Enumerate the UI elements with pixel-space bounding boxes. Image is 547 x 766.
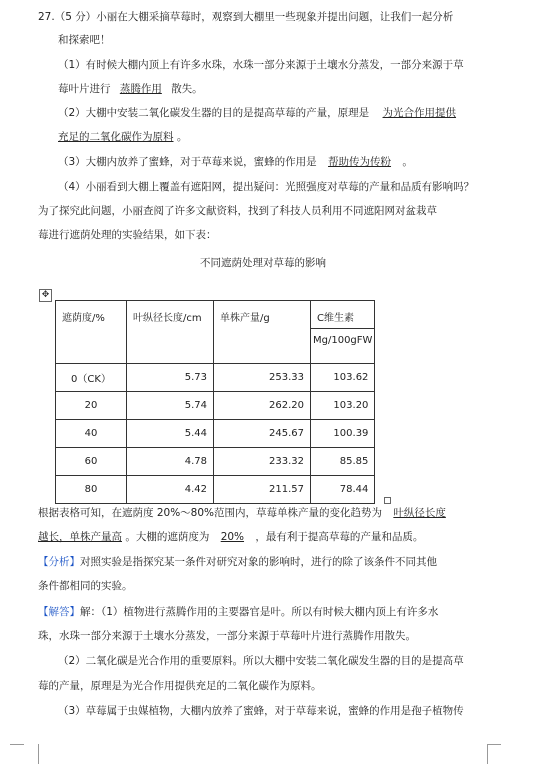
cell-leaf-length: 5.73: [127, 364, 214, 392]
solution-line1: [38, 605, 438, 619]
solution-tag: 【解答】: [38, 606, 80, 618]
q1-pre: 莓叶片进行: [58, 83, 111, 95]
cell-shade: 40: [56, 420, 127, 448]
cell-vitamin-c: 100.39: [311, 420, 375, 448]
analysis-text: 对照实验是指探究某一条件对研究对象的影响时，进行的除了该条件不同其他: [80, 556, 437, 568]
analysis-tag: 【分析】: [38, 556, 80, 568]
page-corner-mark: [487, 744, 501, 745]
cell-leaf-length: 5.44: [127, 420, 214, 448]
cell-shade: 80: [56, 476, 127, 504]
table-row: [56, 448, 375, 476]
q2-answer-part2: 充足的二氧化碳作为原料: [58, 131, 174, 143]
solution-line2: 珠，水珠一部分来源于土壤水分蒸发，一部分来源于草莓叶片进行蒸腾作用散失。: [38, 630, 416, 642]
cell-yield: 253.33: [214, 364, 311, 392]
question-title: 27.（5 分）小丽在大棚采摘草莓时，观察到大棚里一些现象并提出问题，让我们一起分析: [38, 11, 454, 23]
table-header-row: [56, 301, 375, 364]
header-leaf-length: 叶纵径长度/cm: [127, 301, 214, 364]
page-corner-mark: [24, 744, 39, 764]
q4-text-line3: 莓进行遮荫处理的实验结果，如下表：: [38, 229, 217, 241]
cell-leaf-length: 5.74: [127, 392, 214, 420]
analysis-line1: [38, 555, 437, 569]
header-vitamin-c-unit: Mg/100gFW: [313, 335, 373, 346]
conclusion-answer1: 叶纵径长度: [393, 507, 446, 519]
header-shade: 遮荫度/%: [56, 301, 127, 364]
conclusion-line2: [38, 530, 423, 544]
conclusion-line1: [38, 506, 446, 520]
cell-vitamin-c: 78.44: [311, 476, 375, 504]
cell-yield: 233.32: [214, 448, 311, 476]
cell-vitamin-c: 103.62: [311, 364, 375, 392]
q2-pre: （2）大棚中安装二氧化碳发生器的目的是提高草莓的产量，原理是: [58, 107, 370, 119]
q2-post: 。: [176, 131, 188, 143]
solution-text: 解：（1）植物进行蒸腾作用的主要器官是叶。所以有时候大棚内顶上有许多水: [80, 606, 439, 618]
q3-pre: （3）大棚内放养了蜜蜂，对于草莓来说，蜜蜂的作用是: [58, 156, 317, 168]
header-vitamin-c-label: C维生素: [311, 301, 374, 329]
cell-shade: 20: [56, 392, 127, 420]
cell-shade: 60: [56, 448, 127, 476]
solution-line3: （2）二氧化碳是光合作用的重要原料。所以大棚中安装二氧化碳发生器的目的是提高草: [58, 655, 464, 667]
q1-answer: 蒸腾作用: [119, 83, 162, 95]
data-table: [55, 300, 375, 504]
table-row: [56, 392, 375, 420]
q2-text: [58, 106, 456, 120]
conclusion-post: ，最有利于提高草莓的产量和品质。: [255, 531, 424, 543]
conclusion-pre: 根据表格可知，在遮荫度 20%～80%范围内，草莓单株产量的变化趋势为: [38, 507, 383, 519]
table-caption: 不同遮荫处理对草莓的影响: [200, 257, 326, 269]
q2-answer-part1: 为光合作用提供: [382, 107, 457, 119]
analysis-line2: 条件都相同的实验。: [38, 580, 133, 592]
table-row: [56, 364, 375, 392]
cell-yield: 211.57: [214, 476, 311, 504]
table-row: [56, 420, 375, 448]
move-handle-icon[interactable]: ✥: [39, 289, 52, 302]
solution-line4: 莓的产量，原理是为光合作用提供充足的二氧化碳作为原料。: [38, 680, 322, 692]
q2-text-line2: [58, 130, 187, 144]
page-corner-mark: [10, 744, 24, 745]
q4-text-line2: 为了探究此问题，小丽查阅了许多文献资料，找到了科技人员利用不同遮阳网对盆栽草: [38, 205, 437, 217]
cell-yield: 262.20: [214, 392, 311, 420]
header-yield: 单株产量/g: [214, 301, 311, 364]
q1-text: （1）有时候大棚内顶上有许多水珠，水珠一部分来源于土壤水分蒸发，一部分来源于草: [58, 59, 464, 71]
solution-line5: （3）草莓属于虫媒植物，大棚内放养了蜜蜂，对于草莓来说，蜜蜂的作用是孢子植物传: [58, 705, 464, 717]
conclusion-answer3: 20%: [220, 531, 245, 543]
q1-post: 散失。: [171, 83, 203, 95]
cell-vitamin-c: 103.20: [311, 392, 375, 420]
conclusion-answer2: 越长，单株产量高: [38, 531, 122, 543]
cell-leaf-length: 4.78: [127, 448, 214, 476]
q1-text-line2: [58, 82, 203, 96]
cell-leaf-length: 4.42: [127, 476, 214, 504]
q3-answer: 帮助传为传粉: [328, 156, 392, 168]
page-corner-mark: [487, 744, 502, 764]
q3-text: [58, 155, 413, 169]
conclusion-mid: 。大棚的遮荫度为: [125, 531, 210, 543]
cell-shade: 0（CK）: [56, 364, 127, 392]
header-vitamin-c: [311, 301, 375, 364]
cell-vitamin-c: 85.85: [311, 448, 375, 476]
table-resize-handle[interactable]: [384, 497, 391, 504]
table-row: [56, 476, 375, 504]
cell-yield: 245.67: [214, 420, 311, 448]
q4-text-line1: （4）小丽看到大棚上覆盖有遮阳网，提出疑问：光照强度对草莓的产量和品质有影响吗？: [58, 181, 475, 193]
question-title-cont: 和探索吧！: [58, 34, 111, 46]
q3-post: 。: [402, 156, 413, 168]
